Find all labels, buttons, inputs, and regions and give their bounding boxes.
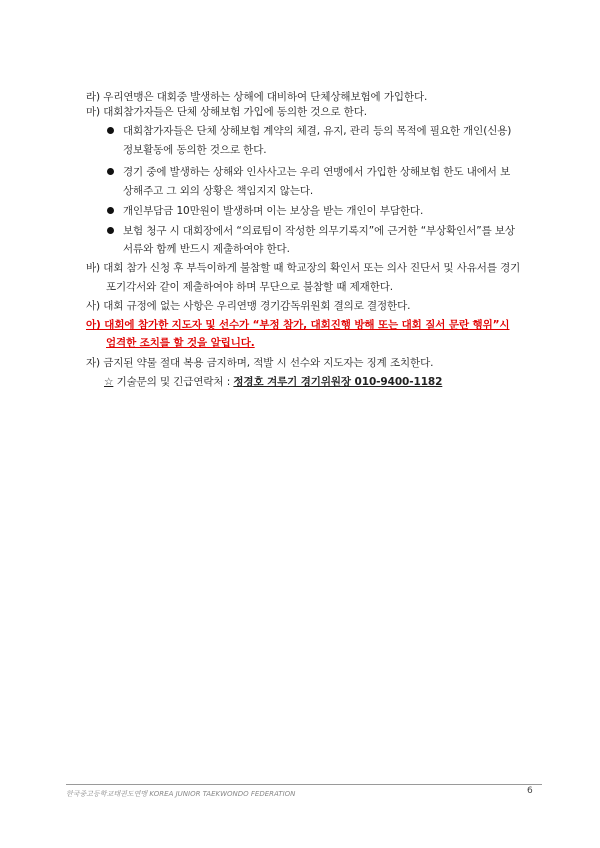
bullet-dot (107, 168, 114, 175)
clause-ba-line1: 바) 대회 참가 신청 후 부득이하게 불참할 때 학교장의 확인서 또는 의사 진단서 및 사유서를 경기 (86, 262, 521, 274)
clause-ja: 자) 금지된 약물 절대 복용 금지하며, 적발 시 선수와 지도자는 징계 조치한다. (86, 357, 434, 369)
footer-divider (66, 784, 542, 785)
contact-label: 기술문의 및 긴급연락처 : (113, 376, 234, 388)
clause-a-warning-line2: 엄격한 조치를 할 것을 알립니다. (106, 337, 255, 349)
contact-line (104, 375, 442, 389)
bullet-4-line1: 보험 청구 시 대회장에서 “의료팀이 작성한 의무기록지”에 근거한 “부상확인서”를 보상 (123, 225, 515, 237)
bullet-dot (107, 207, 114, 214)
star-outline-icon: ☆ (104, 376, 114, 388)
bullet-dot (107, 127, 114, 134)
bullet-1-line2: 정보활동에 동의한 것으로 한다. (123, 144, 267, 156)
clause-sa: 사) 대회 규정에 없는 사항은 우리연맹 경기감독위원회 결의로 결정한다. (86, 300, 411, 312)
bullet-3-line1: 개인부담금 10만원이 발생하며 이는 보상을 받는 개인이 부담한다. (123, 205, 424, 217)
footer-organization: 한국중고등학교태권도연맹 KOREA JUNIOR TAEKWONDO FEDERATION (66, 790, 296, 798)
clause-a-warning-line1: 아) 대회에 참가한 지도자 및 선수가 “부정 참가, 대회진행 방해 또는 대회 질서 문란 행위”시 (86, 319, 510, 331)
clause-ma: 마) 대회참가자들은 단체 상해보험 가입에 동의한 것으로 한다. (86, 106, 367, 118)
page-number: 6 (527, 786, 533, 796)
bullet-1-line1: 대회참가자들은 단체 상해보험 계약의 체결, 유지, 관리 등의 목적에 필요한 개인(신용) (123, 125, 512, 137)
clause-ra: 라) 우리연맹은 대회중 발생하는 상해에 대비하여 단체상해보험에 가입한다. (86, 91, 428, 103)
bullet-dot (107, 227, 114, 234)
bullet-2-line2: 상해주고 그 외의 상황은 책임지지 않는다. (123, 185, 314, 197)
contact-name: 정경호 겨루기 경기위원장 010-9400-1182 (233, 376, 443, 388)
clause-ba-line2: 포기각서와 같이 제출하여야 하며 무단으로 불참할 때 제재한다. (106, 281, 394, 293)
bullet-4-line2: 서류와 함께 반드시 제출하여야 한다. (123, 243, 290, 255)
bullet-2-line1: 경기 중에 발생하는 상해와 인사사고는 우리 연맹에서 가입한 상해보험 한도 내에서 보 (123, 166, 511, 178)
